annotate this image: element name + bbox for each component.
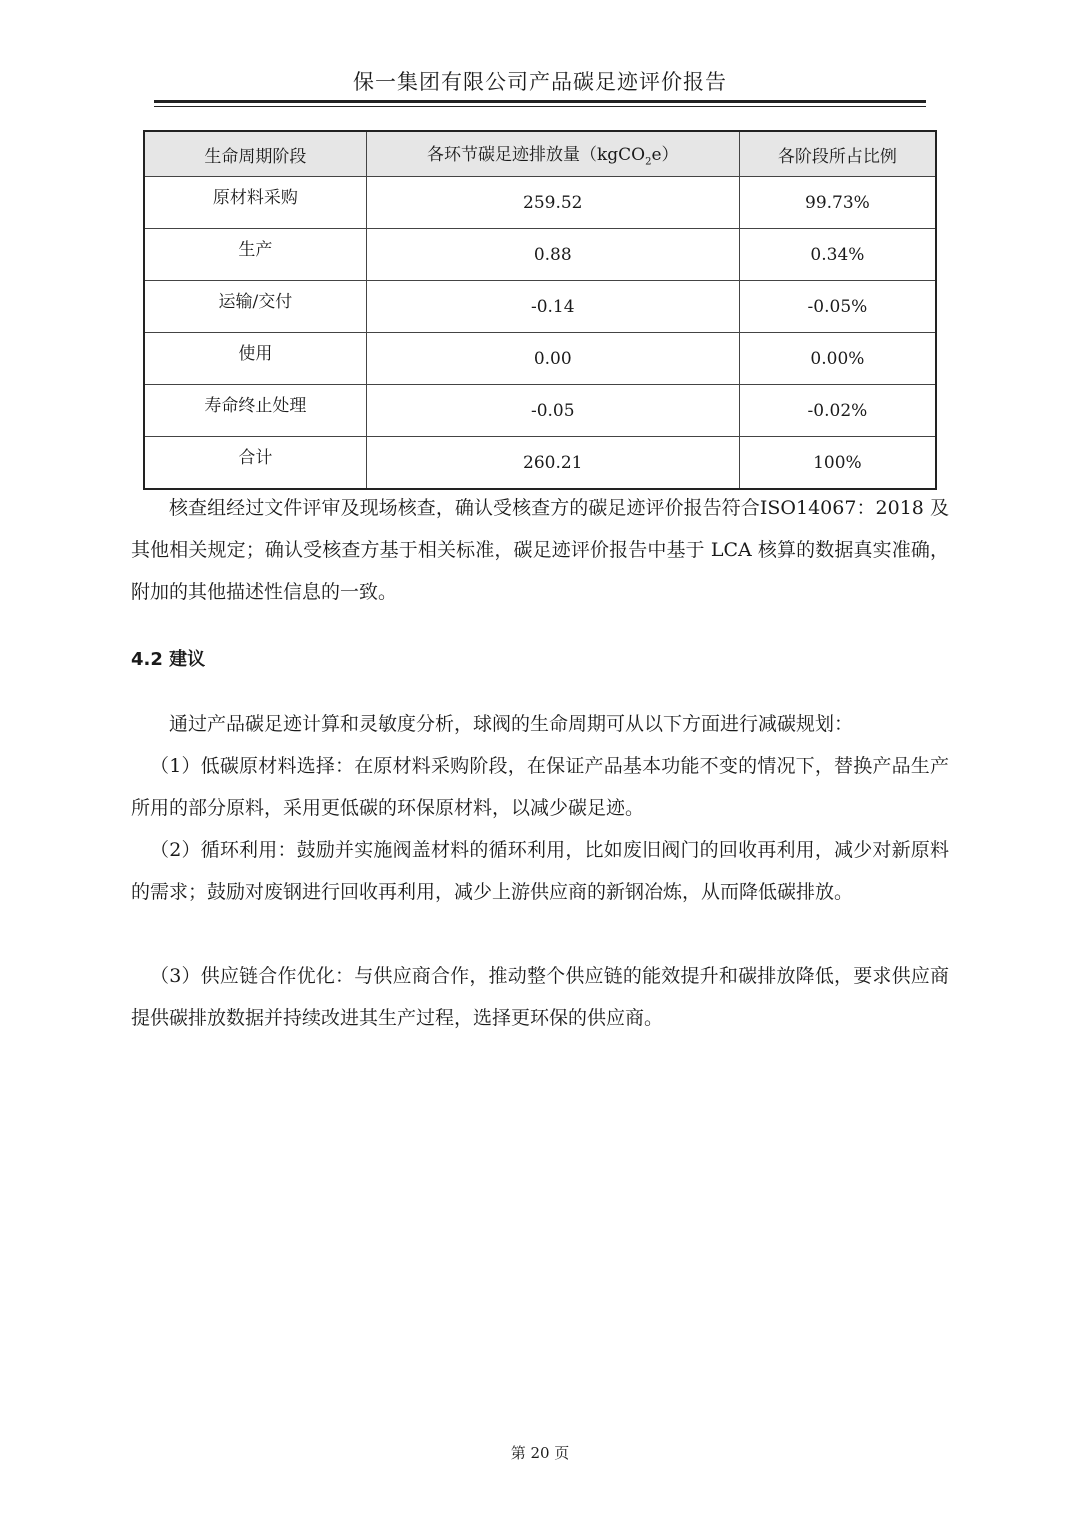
table-row-total xyxy=(144,437,936,490)
report-header-title: 保一集团有限公司产品碳足迹评价报告 xyxy=(353,70,727,94)
table-row xyxy=(144,229,936,281)
section-heading: 4.2 建议 xyxy=(131,649,206,670)
cell-emission: -0.14 xyxy=(366,281,739,333)
header-stage: 生命周期阶段 xyxy=(144,131,366,177)
page-number: 第 20 页 xyxy=(510,1444,570,1462)
recommendation-item-3: （3）供应链合作优化：与供应商合作，推动整个供应链的能效提升和碳排放降低，要求供应商提供碳排放数据并持续改进其生产过程，选择更环保的供应商。 xyxy=(131,965,949,1029)
cell-emission: 259.52 xyxy=(366,177,739,229)
header-ratio: 各阶段所占比例 xyxy=(739,131,936,177)
table-row xyxy=(144,385,936,437)
recommendation-item-2: （2）循环利用：鼓励并实施阀盖材料的循环利用，比如废旧阀门的回收再利用，减少对新原料的需求；鼓励对废钢进行回收再利用，减少上游供应商的新钢冶炼，从而降低碳排放。 xyxy=(131,839,949,903)
cell-ratio: 0.00% xyxy=(739,333,936,385)
verification-paragraph: 核查组经过文件评审及现场核查，确认受核查方的碳足迹评价报告符合ISO14067：2018 及其他相关规定；确认受核查方基于相关标准，碳足迹评价报告中基于 LCA 核算的数据真实准确，附加的其他描述性信息的一致。 xyxy=(131,497,949,603)
cell-stage: 运输/交付 xyxy=(144,281,366,333)
header-emission-subscript: 2 xyxy=(645,156,652,168)
cell-ratio: -0.05% xyxy=(739,281,936,333)
cell-stage: 生产 xyxy=(144,229,366,281)
table-row xyxy=(144,333,936,385)
cell-ratio: 99.73% xyxy=(739,177,936,229)
recommendation-item-1: （1）低碳原材料选择：在原材料采购阶段，在保证产品基本功能不变的情况下，替换产品生产所用的部分原料，采用更低碳的环保原材料，以减少碳足迹。 xyxy=(131,755,949,819)
cell-emission: 0.00 xyxy=(366,333,739,385)
carbon-footprint-table xyxy=(143,130,937,490)
table-header-row xyxy=(144,131,936,177)
cell-emission: 260.21 xyxy=(366,437,739,490)
cell-stage: 原材料采购 xyxy=(144,177,366,229)
header-rule-thick xyxy=(154,100,926,103)
cell-emission: 0.88 xyxy=(366,229,739,281)
cell-stage: 合计 xyxy=(144,437,366,490)
cell-stage: 寿命终止处理 xyxy=(144,385,366,437)
header-emission-suffix: e） xyxy=(651,145,679,166)
cell-ratio: -0.02% xyxy=(739,385,936,437)
table-row xyxy=(144,281,936,333)
cell-stage: 使用 xyxy=(144,333,366,385)
header-emission xyxy=(366,131,739,177)
section-intro-paragraph: 通过产品碳足迹计算和灵敏度分析，球阀的生命周期可从以下方面进行减碳规划： xyxy=(169,713,854,735)
cell-emission: -0.05 xyxy=(366,385,739,437)
cell-ratio: 0.34% xyxy=(739,229,936,281)
cell-ratio: 100% xyxy=(739,437,936,490)
header-emission-prefix: 各环节碳足迹排放量（kgCO xyxy=(426,145,646,166)
header-rule-thin xyxy=(154,106,926,107)
table-row xyxy=(144,177,936,229)
